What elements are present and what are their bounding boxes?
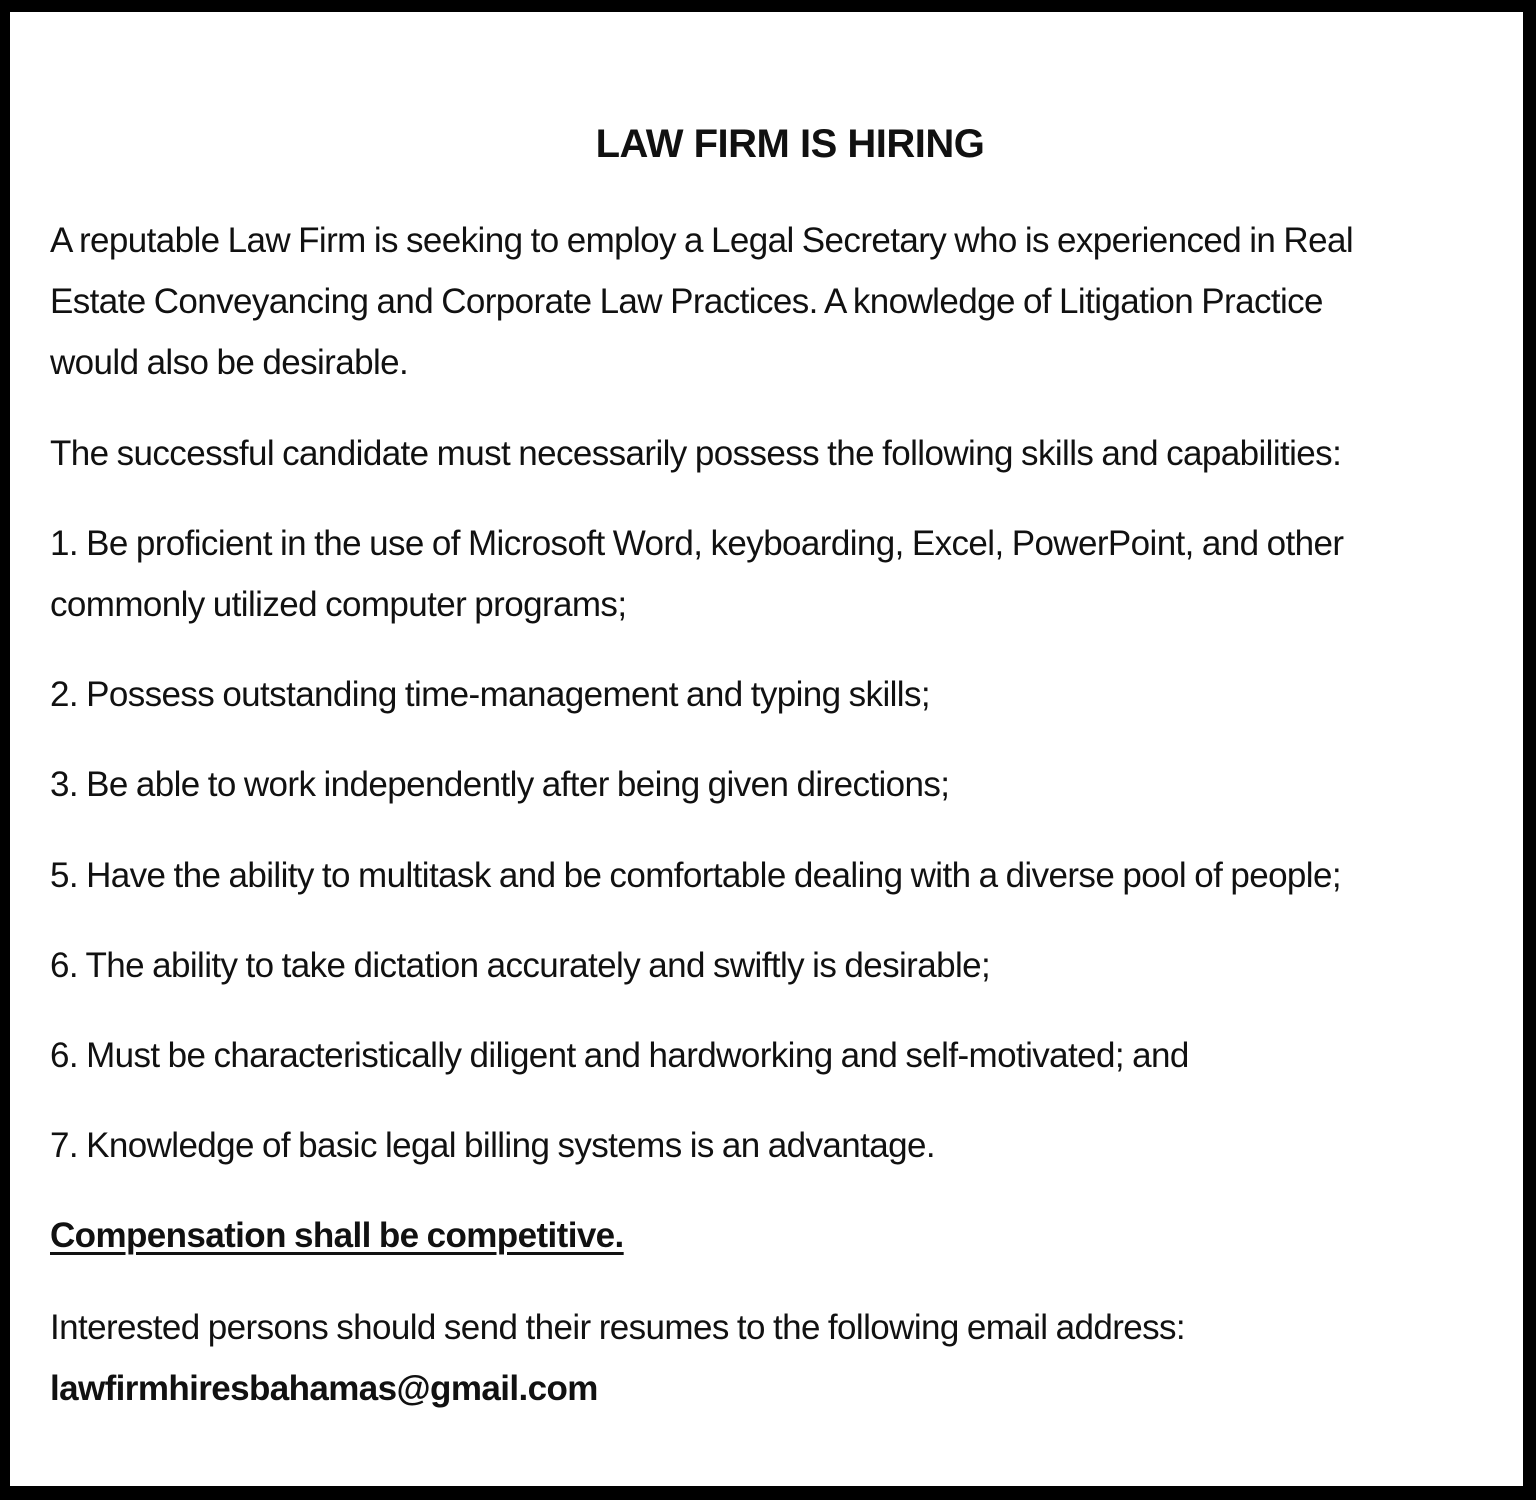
- requirement-item-2: 2. Possess outstanding time-management and typing skills;: [50, 675, 931, 714]
- job-posting-page: [10, 12, 1523, 1486]
- requirement-item-6b: 6. Must be characteristically diligent and hardworking and self-motivated; and: [50, 1036, 1189, 1075]
- intro-line: A reputable Law Firm is seeking to employ a Legal Secretary who is experienced in Real: [50, 221, 1353, 260]
- posting-title: LAW FIRM IS HIRING: [595, 122, 985, 166]
- requirement-item-3: 3. Be able to work independently after being given directions;: [50, 765, 950, 804]
- requirement-item-5: 5. Have the ability to multitask and be comfortable dealing with a diverse pool of people;: [50, 856, 1341, 895]
- contact-text: Interested persons should send their resumes to the following email address:: [50, 1308, 1186, 1347]
- requirement-item-1: [50, 513, 1500, 635]
- contact-paragraph: [50, 1297, 1500, 1419]
- compensation-note: Compensation shall be competitive.: [50, 1216, 624, 1255]
- requirement-item-6a: 6. The ability to take dictation accurately and swiftly is desirable;: [50, 946, 991, 985]
- intro-line: Estate Conveyancing and Corporate Law Practices. A knowledge of Litigation Practice: [50, 282, 1323, 321]
- requirement-item-7: 7. Knowledge of basic legal billing systems is an advantage.: [50, 1126, 935, 1165]
- intro-line: would also be desirable.: [50, 343, 409, 382]
- intro-paragraph: [50, 210, 1500, 393]
- contact-email[interactable]: lawfirmhiresbahamas@gmail.com: [50, 1369, 598, 1408]
- requirements-lead: The successful candidate must necessarily possess the following skills and capabilities:: [50, 434, 1342, 473]
- requirement-line: 1. Be proficient in the use of Microsoft Word, keyboarding, Excel, PowerPoint, and other: [50, 524, 1344, 563]
- requirement-line: commonly utilized computer programs;: [50, 585, 627, 624]
